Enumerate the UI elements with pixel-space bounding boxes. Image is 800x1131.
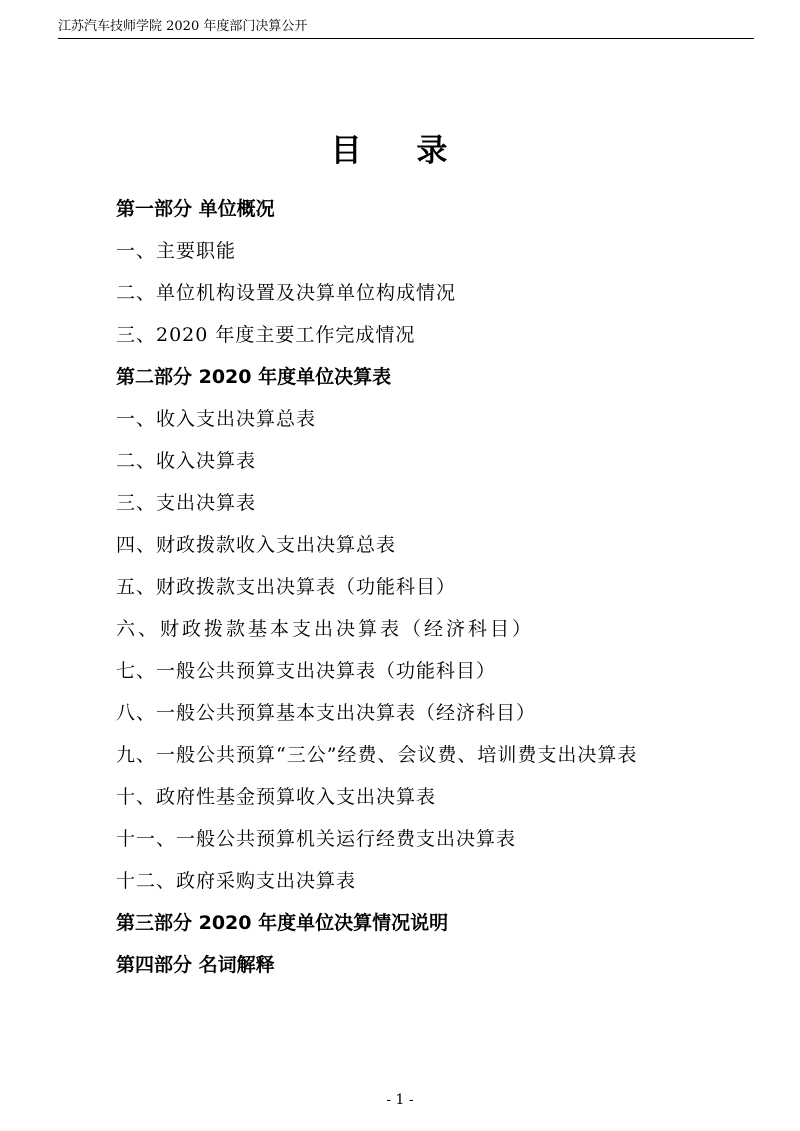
toc-part-1: 第一部分 单位概况 xyxy=(116,198,275,220)
toc-item: 十一、一般公共预算机关运行经费支出决算表 xyxy=(116,828,517,850)
toc-item: 三、支出决算表 xyxy=(116,492,257,514)
toc-item: 五、财政拨款支出决算表（功能科目） xyxy=(116,576,457,598)
toc-item: 一、主要职能 xyxy=(116,240,237,262)
table-of-contents xyxy=(116,188,756,986)
toc-part-3: 第三部分 2020 年度单位决算情况说明 xyxy=(116,912,449,934)
page-title: 目 录 xyxy=(330,133,470,169)
page-header xyxy=(58,14,754,39)
toc-item: 十、政府性基金预算收入支出决算表 xyxy=(116,786,437,808)
toc-item: 一、收入支出决算总表 xyxy=(116,408,317,430)
header-text: 江苏汽车技师学院 2020 年度部门决算公开 xyxy=(58,19,308,34)
toc-item: 四、财政拨款收入支出决算总表 xyxy=(116,534,397,556)
toc-item: 二、收入决算表 xyxy=(116,450,257,472)
toc-item: 七、一般公共预算支出决算表（功能科目） xyxy=(116,660,497,682)
toc-item: 六、财政拨款基本支出决算表（经济科目） xyxy=(116,618,535,640)
toc-part-2: 第二部分 2020 年度单位决算表 xyxy=(116,366,392,388)
toc-item: 九、一般公共预算“三公”经费、会议费、培训费支出决算表 xyxy=(116,744,638,766)
toc-item: 十二、政府采购支出决算表 xyxy=(116,870,357,892)
page-number: - 1 - xyxy=(386,1092,414,1108)
toc-item: 三、2020 年度主要工作完成情况 xyxy=(116,324,416,346)
toc-item: 八、一般公共预算基本支出决算表（经济科目） xyxy=(116,702,537,724)
toc-part-4: 第四部分 名词解释 xyxy=(116,954,275,976)
toc-item: 二、单位机构设置及决算单位构成情况 xyxy=(116,282,457,304)
